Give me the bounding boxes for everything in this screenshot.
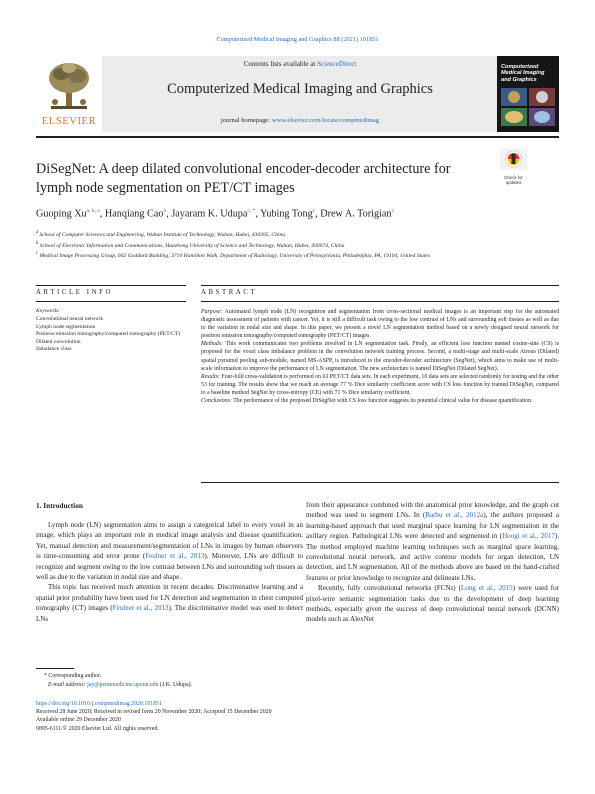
author-list: [36, 208, 559, 219]
keyword: Lymph node segmentation: [36, 323, 96, 330]
paragraph-text: ). Moreover, LNs are difficult to recognize and segment owing to the low contrast between LNs and surrounding soft tissues as well as due to the variation in nodal size and shape.: [36, 552, 303, 582]
author-separator: ,: [255, 208, 261, 220]
author-affiliation-marker[interactable]: b: [163, 208, 167, 214]
email-suffix: (J.K. Udupa).: [158, 681, 193, 688]
citation-link[interactable]: Barbu et al., 2012a: [425, 511, 484, 520]
citation-link[interactable]: Feulner et al., 2013: [145, 552, 205, 561]
abstract-body: [201, 308, 559, 405]
paragraph-text: ). The discriminative model was used to detect LNs: [36, 604, 303, 623]
journal-homepage: [110, 117, 490, 124]
footnote-rule: [36, 668, 74, 669]
citation-link[interactable]: Long et al., 2015: [460, 584, 513, 593]
sciencedirect-link[interactable]: ScienceDirect: [317, 60, 357, 68]
section-heading-introduction: 1. Introduction: [36, 501, 83, 510]
paragraph-text: from their appearance combined with the anatomical prior knowledge, and the graph cut method was used to segment LNs. In (: [306, 501, 559, 520]
methods-label: Methods:: [201, 341, 224, 348]
keyword: Imbalance class: [36, 346, 72, 353]
author-separator: ,: [166, 208, 172, 220]
results-label: Results:: [201, 373, 220, 380]
crossmark-label: Check for updates: [504, 175, 523, 185]
author-name: Hanqiang Cao: [104, 208, 164, 220]
affiliation-list: [36, 229, 559, 261]
author-separator: ,: [99, 208, 105, 220]
abstract-conclusions: [201, 397, 559, 405]
methods-text: This work communicates two problems involved in LN segmentation task. Firstly, an efficient loss function named cosine-sine (CS) is proposed for the voxel class imbalance problem in the convolution network training process. Second, a multi-stage and multi-scale Atrous (Dilated) spatial pyramid pooling sub-module, named MS-ASPP, is introduced to the encoder-decoder architecture (SegNet), which aims to make use of multi-scale information to improve the performance of LN segmentation. The new architecture is named DiSegNet (Dilated SegNet).: [201, 341, 559, 372]
available-online: Available online 29 December 2020: [36, 717, 121, 724]
author-separator: ,: [315, 208, 321, 220]
paper-title: DiSegNet: A deep dilated convolutional encoder-decoder architecture for lymph node segmentation on PET/CT images: [36, 161, 451, 196]
keyword: Convolutional neural network: [36, 316, 104, 322]
abstract-end-rule: [201, 482, 559, 483]
abstract-heading: ABSTRACT: [201, 289, 258, 296]
email-line: [36, 681, 336, 690]
affiliation-text: Medical Image Processing Group, 602 Goddard Building, 3710 Hamilton Walk, Department of Radiology, University of Pennsylvania, Philadelphia, PA, 19104, United States: [38, 253, 431, 260]
email-label: E-mail address:: [48, 681, 88, 688]
doi-link[interactable]: https://doi.org/10.1016/j.compmedimag.2020.101851: [36, 701, 163, 707]
author-affiliation-marker[interactable]: c, *: [247, 208, 256, 214]
footnote: [36, 672, 336, 689]
cover-image-icon: [501, 88, 555, 126]
author-affiliation-marker[interactable]: a, b, c: [86, 208, 100, 214]
affiliation: [36, 229, 559, 240]
author-affiliation-marker[interactable]: c: [391, 208, 394, 214]
affiliation: [36, 250, 559, 261]
paragraph-text: This topic has received much attention in recent decades. Discriminative learning and a spatial prior probability have been used for LN detection and segmentation in chest computed tomography (CT) images (: [36, 583, 303, 613]
author-name: Guoping Xu: [36, 208, 87, 220]
body-column-right: [306, 500, 559, 625]
homepage-prefix: journal homepage:: [220, 117, 272, 124]
abstract-purpose: [201, 308, 559, 340]
author-name: Jayaram K. Udupa: [171, 208, 248, 220]
paragraph-text: Lymph node (LN) segmentation aims to assign a categorical label to every voxel in an image, which plays an important role in medical image analysis and disease quantification. Yet, manual detection and measurement/segmentation of LNs in images by human observers is time-consuming and error prone (: [36, 521, 303, 561]
affiliation-marker: c: [36, 251, 39, 257]
conclusions-text: The performance of the proposed DiSegNet with CS loss function suggests its potential clinical value for disease quantification.: [233, 398, 533, 405]
article-info-heading: ARTICLE INFO: [36, 289, 114, 296]
affiliation: [36, 240, 559, 251]
received-dates: Received 28 June 2020; Received in revised form 20 November 2020; Accepted 15 December 2020: [36, 709, 272, 716]
keyword-list: [36, 316, 186, 354]
body-column-left: [36, 520, 303, 624]
article-info-top-rule: [36, 285, 186, 286]
contents-prefix: Contents lists available at: [243, 60, 318, 68]
paragraph-text: ), the authors proposed a learning-based approach that used marginal space learning for LN segmentation in the axillary region. Pathological LNs were detected and segmented in (: [306, 511, 559, 541]
corresponding-author-note: * Corresponding author.: [44, 673, 102, 679]
copyright: 0895-6111/© 2020 Elsevier Ltd. All rights reserved.: [36, 725, 159, 732]
paragraph: [306, 583, 559, 625]
author-name: Yubing Tong: [260, 208, 313, 220]
author-name: Drew A. Torigian: [320, 208, 392, 220]
article-info-bottom-rule: [36, 301, 186, 302]
header-rule: [36, 136, 559, 138]
purpose-label: Purpose:: [201, 309, 223, 315]
author-affiliation-marker[interactable]: c: [312, 208, 316, 214]
abstract-methods: [201, 340, 559, 372]
paragraph: [36, 582, 303, 624]
publisher-wordmark: ELSEVIER: [41, 116, 97, 127]
paragraph-text: ). The method employed machine learning techniques such as marginal space learning, convolutional neural network, and active contour models for organ detection, LN detection, and LN segmentation. All of the methods above are based on the hand-crafted features or prior knowledge to recognize and delineate LNs.: [306, 532, 559, 582]
affiliation-text: School of Computer Sciences and Engineering, Wuhan Institute of Technology, Wuhan, Hubei, 430205, China: [38, 231, 286, 238]
results-text: Four-fold cross-validation is performed on 63 PET/CT data sets. In each experiment, 10 data sets are selected randomly for testing and the other 53 for training. The results show that we reach an average 77 % Dice similarity coefficient score with CS loss function by trained DiSegNet, compared to a baseline method SegNet by cross-entropy (CE) with 71 % Dice similarity coefficient.: [201, 373, 559, 396]
keywords-label: Keywords:: [36, 308, 61, 314]
affiliation-text: School of Electronic Information and Communications, Huazhong University of Science and Technology, Wuhan, Hubei, 430074, China: [38, 242, 345, 249]
paragraph-text: ) were used for pixel-wire semantic segmentation tasks due to the development of deep learning methods, especially given the success of deep convolutional neural network (DCNN) models such as AlexNet: [306, 584, 559, 624]
check-for-updates-badge[interactable]: [500, 148, 527, 185]
journal-reference[interactable]: Computerized Medical Imaging and Graphics 88 (2021) 101851: [216, 36, 379, 43]
article-meta: [36, 700, 336, 733]
paragraph: [36, 520, 303, 582]
paragraph: [306, 500, 559, 583]
affiliation-marker: b: [36, 240, 39, 246]
abstract-bottom-rule: [201, 301, 559, 302]
abstract-results: [201, 373, 559, 397]
cover-title: Computerized Medical Imaging and Graphics: [501, 64, 545, 83]
conclusions-label: Conclusions:: [201, 398, 232, 405]
paragraph-text: Recently, fully convolutional networks (FCNs) (: [318, 584, 461, 593]
keyword: Dilated convolution: [36, 338, 81, 345]
journal-title: Computerized Medical Imaging and Graphics: [167, 81, 433, 97]
crossmark-icon: [500, 148, 527, 170]
elsevier-tree-logo-icon: [43, 60, 95, 112]
purpose-text: Automated lymph node (LN) recognition and segmentation from cross-sectional medical images is an important step for the automated diagnostic assessment of patients with cancer. Yet, it is still a difficult task owing to the low contrast of LNs and surrounding soft tissues as well as due to the variation in nodal size and shape. In this paper, we present a novel LN segmentation method based on a newly designed neural network for positron emission tomography/computed tomography (PET/CT) images.: [201, 309, 560, 340]
abstract-top-rule: [201, 285, 559, 286]
affiliation-marker: a: [36, 230, 39, 235]
homepage-link[interactable]: www.elsevier.com/locate/compmedimag: [271, 117, 380, 124]
citation-link[interactable]: Feulner et al., 2013: [112, 604, 169, 613]
citation-link[interactable]: Hoogi et al., 2017: [502, 532, 555, 541]
contents-availability: [110, 60, 490, 68]
keyword: Positron emission tomography/computed tomography (PET/CT): [36, 331, 181, 338]
email-link[interactable]: jay@pennmedicine.upenn.edu: [87, 681, 159, 688]
